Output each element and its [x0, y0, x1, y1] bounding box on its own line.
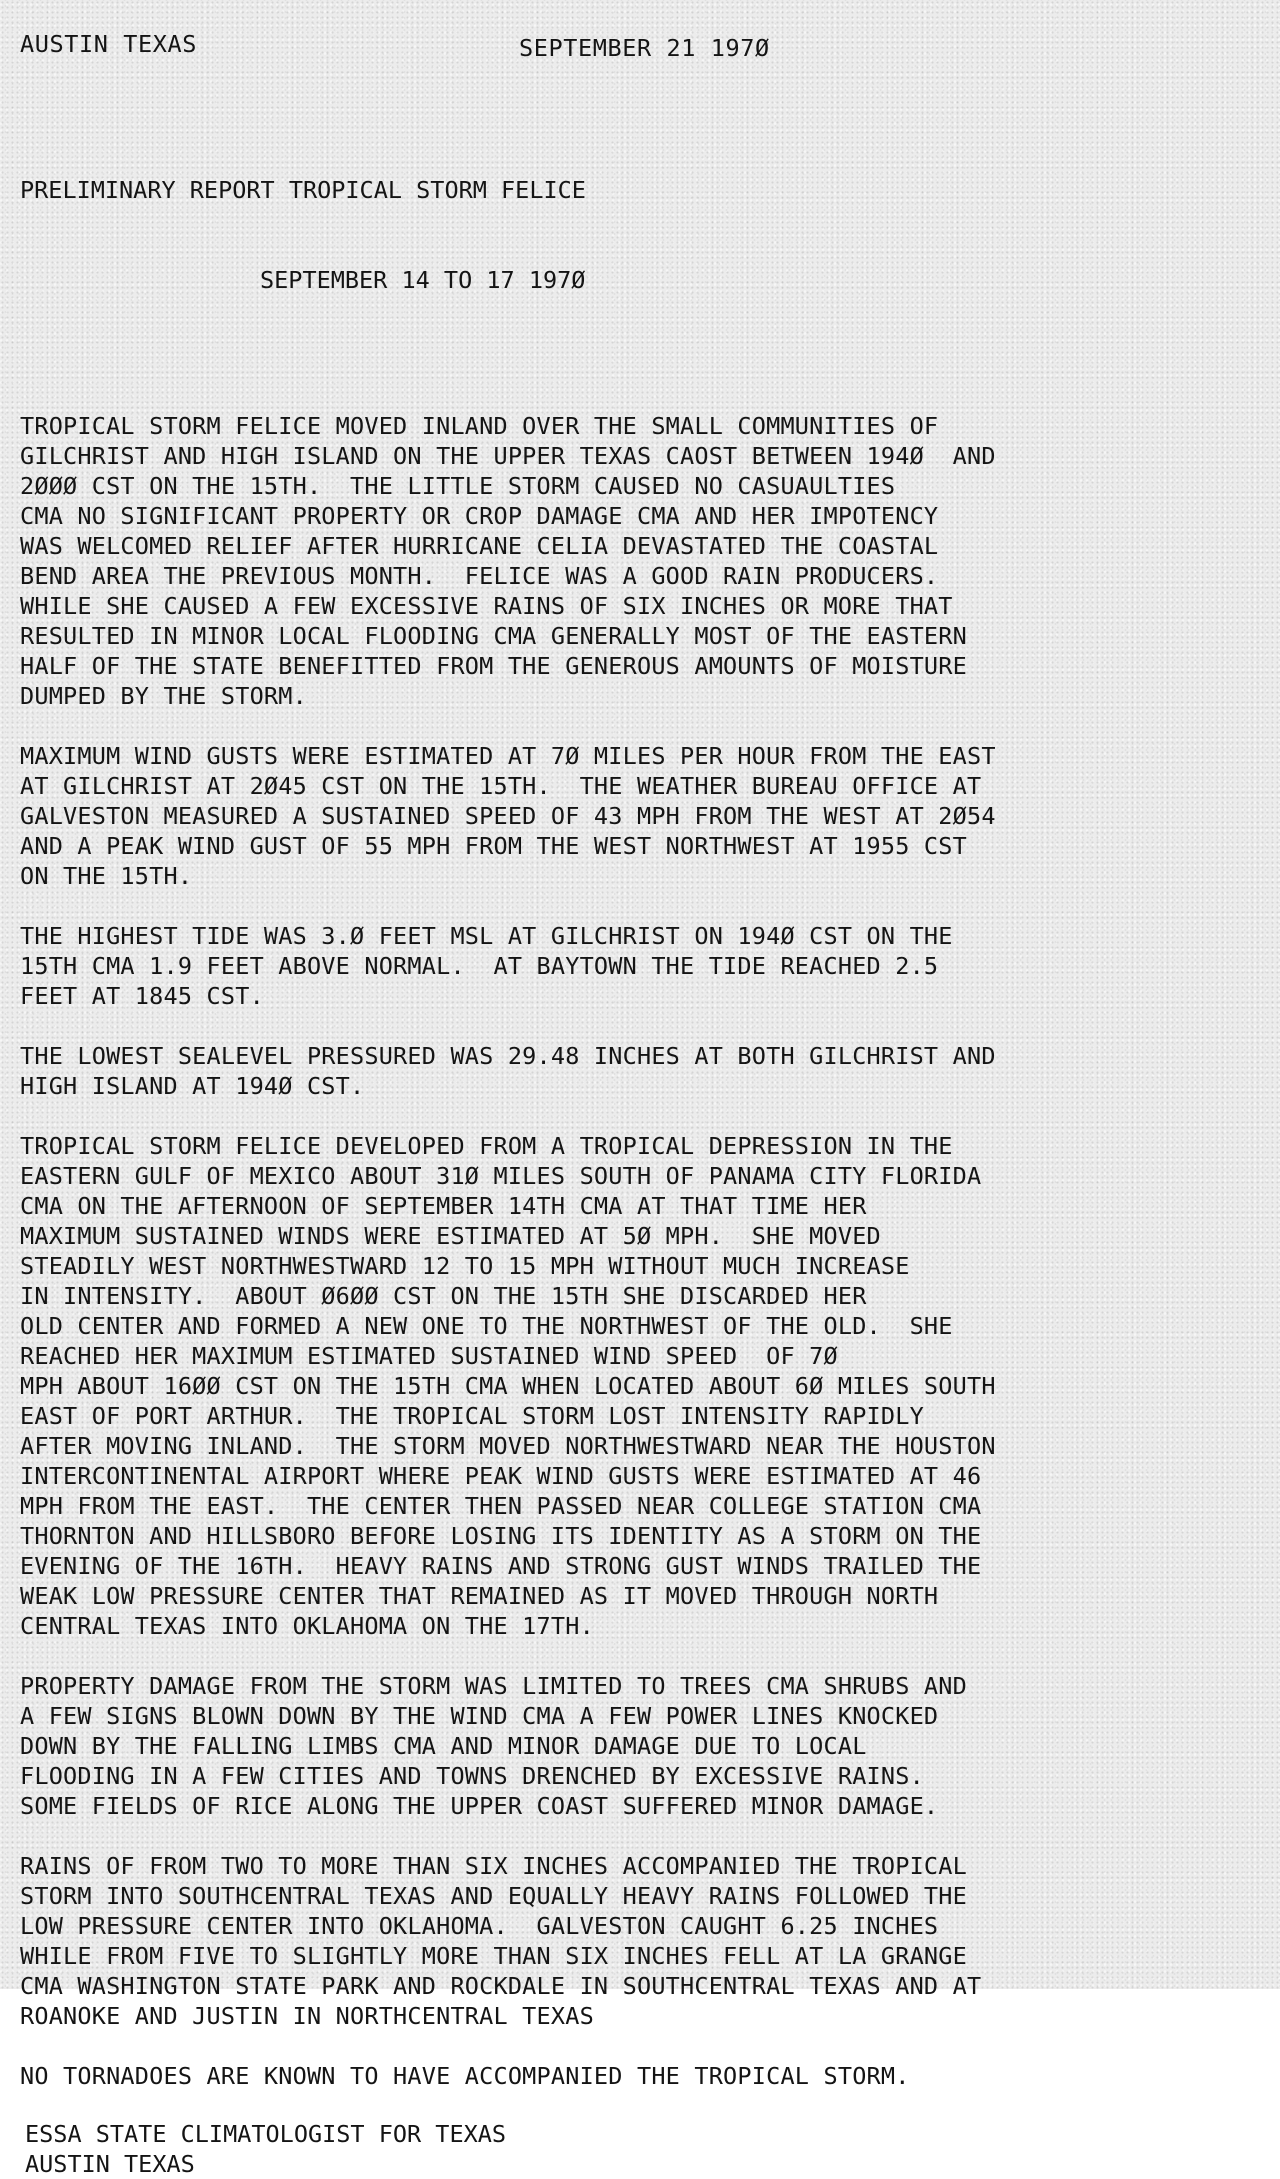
text-line: SOME FIELDS OF RICE ALONG THE UPPER COAST SUFFERED MINOR DAMAGE. [20, 1792, 939, 1820]
report-title: PRELIMINARY REPORT TROPICAL STORM FELICE [20, 176, 586, 204]
text-line: ON THE 15TH. [20, 862, 193, 890]
text-line: LOW PRESSURE CENTER INTO OKLAHOMA. GALVESTON CAUGHT 6.25 INCHES [20, 1912, 939, 1940]
report-paragraph [20, 741, 1260, 891]
date-line: SEPTEMBER 21 197Ø [519, 34, 770, 62]
text-line: BEND AREA THE PREVIOUS MONTH. FELICE WAS A GOOD RAIN PRODUCERS. [20, 562, 939, 590]
report-paragraph [20, 1671, 1260, 1821]
signature-block [20, 2119, 1260, 2179]
text-line: EAST OF PORT ARTHUR. THE TROPICAL STORM LOST INTENSITY RAPIDLY [20, 1402, 924, 1430]
text-line: WHILE SHE CAUSED A FEW EXCESSIVE RAINS OF SIX INCHES OR MORE THAT [20, 592, 953, 620]
report-paragraph [20, 921, 1260, 1011]
document-header [20, 25, 1260, 62]
text-line: FEET AT 1845 CST. [20, 982, 264, 1010]
text-line: OLD CENTER AND FORMED A NEW ONE TO THE NORTHWEST OF THE OLD. SHE [20, 1312, 953, 1340]
text-line: NO TORNADOES ARE KNOWN TO HAVE ACCOMPANIED THE TROPICAL STORM. [20, 2062, 910, 2090]
text-line: CMA WASHINGTON STATE PARK AND ROCKDALE IN SOUTHCENTRAL TEXAS AND AT [20, 1972, 982, 2000]
text-line: GALVESTON MEASURED A SUSTAINED SPEED OF 43 MPH FROM THE WEST AT 2Ø54 [20, 802, 996, 830]
text-line: STORM INTO SOUTHCENTRAL TEXAS AND EQUALLY HEAVY RAINS FOLLOWED THE [20, 1882, 967, 1910]
text-line: WHILE FROM FIVE TO SLIGHTLY MORE THAN SIX INCHES FELL AT LA GRANGE [20, 1942, 967, 1970]
text-line: CMA NO SIGNIFICANT PROPERTY OR CROP DAMAGE CMA AND HER IMPOTENCY [20, 502, 939, 530]
text-line: MAXIMUM WIND GUSTS WERE ESTIMATED AT 7Ø MILES PER HOUR FROM THE EAST [20, 742, 996, 770]
signature-line: AUSTIN TEXAS [25, 2150, 195, 2178]
text-line: CMA ON THE AFTERNOON OF SEPTEMBER 14TH CMA AT THAT TIME HER [20, 1192, 867, 1220]
text-line: DUMPED BY THE STORM. [20, 682, 307, 710]
text-line: FLOODING IN A FEW CITIES AND TOWNS DRENCHED BY EXCESSIVE RAINS. [20, 1762, 924, 1790]
text-line: TROPICAL STORM FELICE DEVELOPED FROM A TROPICAL DEPRESSION IN THE [20, 1132, 953, 1160]
text-line: HALF OF THE STATE BENEFITTED FROM THE GENEROUS AMOUNTS OF MOISTURE [20, 652, 967, 680]
text-line: DOWN BY THE FALLING LIMBS CMA AND MINOR DAMAGE DUE TO LOCAL [20, 1732, 867, 1760]
text-line: EVENING OF THE 16TH. HEAVY RAINS AND STRONG GUST WINDS TRAILED THE [20, 1552, 982, 1580]
text-line: 2ØØØ CST ON THE 15TH. THE LITTLE STORM CAUSED NO CASUAULTIES [20, 472, 896, 500]
report-paragraph [20, 1041, 1260, 1101]
text-line: RESULTED IN MINOR LOCAL FLOODING CMA GENERALLY MOST OF THE EASTERN [20, 622, 967, 650]
report-paragraph [20, 1131, 1260, 1641]
text-line: PROPERTY DAMAGE FROM THE STORM WAS LIMITED TO TREES CMA SHRUBS AND [20, 1672, 967, 1700]
text-line: EASTERN GULF OF MEXICO ABOUT 31Ø MILES SOUTH OF PANAMA CITY FLORIDA [20, 1162, 982, 1190]
text-line: TROPICAL STORM FELICE MOVED INLAND OVER THE SMALL COMMUNITIES OF [20, 412, 939, 440]
text-line: STEADILY WEST NORTHWESTWARD 12 TO 15 MPH WITHOUT MUCH INCREASE [20, 1252, 910, 1280]
report-subtitle: SEPTEMBER 14 TO 17 197Ø [260, 266, 586, 294]
text-line: IN INTENSITY. ABOUT Ø6ØØ CST ON THE 15TH SHE DISCARDED HER [20, 1282, 867, 1310]
text-line: MAXIMUM SUSTAINED WINDS WERE ESTIMATED AT 5Ø MPH. SHE MOVED [20, 1222, 881, 1250]
text-line: RAINS OF FROM TWO TO MORE THAN SIX INCHES ACCOMPANIED THE TROPICAL [20, 1852, 967, 1880]
text-line: ROANOKE AND JUSTIN IN NORTHCENTRAL TEXAS [20, 2002, 594, 2030]
report-paragraph [20, 1851, 1260, 2031]
text-line: MPH ABOUT 16ØØ CST ON THE 15TH CMA WHEN LOCATED ABOUT 6Ø MILES SOUTH [20, 1372, 996, 1400]
text-line: THE HIGHEST TIDE WAS 3.Ø FEET MSL AT GILCHRIST ON 194Ø CST ON THE [20, 922, 953, 950]
text-line: AT GILCHRIST AT 2Ø45 CST ON THE 15TH. THE WEATHER BUREAU OFFICE AT [20, 772, 982, 800]
text-line: GILCHRIST AND HIGH ISLAND ON THE UPPER TEXAS CAOST BETWEEN 194Ø AND [20, 442, 996, 470]
text-line: MPH FROM THE EAST. THE CENTER THEN PASSED NEAR COLLEGE STATION CMA [20, 1492, 982, 1520]
text-line: THORNTON AND HILLSBORO BEFORE LOSING ITS IDENTITY AS A STORM ON THE [20, 1522, 982, 1550]
report-paragraph [20, 411, 1260, 711]
text-line: 15TH CMA 1.9 FEET ABOVE NORMAL. AT BAYTOWN THE TIDE REACHED 2.5 [20, 952, 939, 980]
text-line: INTERCONTINENTAL AIRPORT WHERE PEAK WIND GUSTS WERE ESTIMATED AT 46 [20, 1462, 982, 1490]
report-title-block [20, 115, 1260, 355]
signature-line: ESSA STATE CLIMATOLOGIST FOR TEXAS [25, 2120, 507, 2148]
text-line: A FEW SIGNS BLOWN DOWN BY THE WIND CMA A FEW POWER LINES KNOCKED [20, 1702, 939, 1730]
text-line: THE LOWEST SEALEVEL PRESSURED WAS 29.48 INCHES AT BOTH GILCHRIST AND [20, 1042, 996, 1070]
text-line: WEAK LOW PRESSURE CENTER THAT REMAINED AS IT MOVED THROUGH NORTH [20, 1582, 939, 1610]
report-paragraph [20, 2061, 1260, 2091]
text-line: CENTRAL TEXAS INTO OKLAHOMA ON THE 17TH. [20, 1612, 594, 1640]
text-line: AND A PEAK WIND GUST OF 55 MPH FROM THE WEST NORTHWEST AT 1955 CST [20, 832, 967, 860]
text-line: REACHED HER MAXIMUM ESTIMATED SUSTAINED WIND SPEED OF 7Ø [20, 1342, 838, 1370]
text-line: HIGH ISLAND AT 194Ø CST. [20, 1072, 365, 1100]
text-line: WAS WELCOMED RELIEF AFTER HURRICANE CELIA DEVASTATED THE COASTAL [20, 532, 939, 560]
text-line: AFTER MOVING INLAND. THE STORM MOVED NORTHWESTWARD NEAR THE HOUSTON [20, 1432, 996, 1460]
place-line: AUSTIN TEXAS [20, 30, 197, 58]
report-body [20, 411, 1260, 2091]
